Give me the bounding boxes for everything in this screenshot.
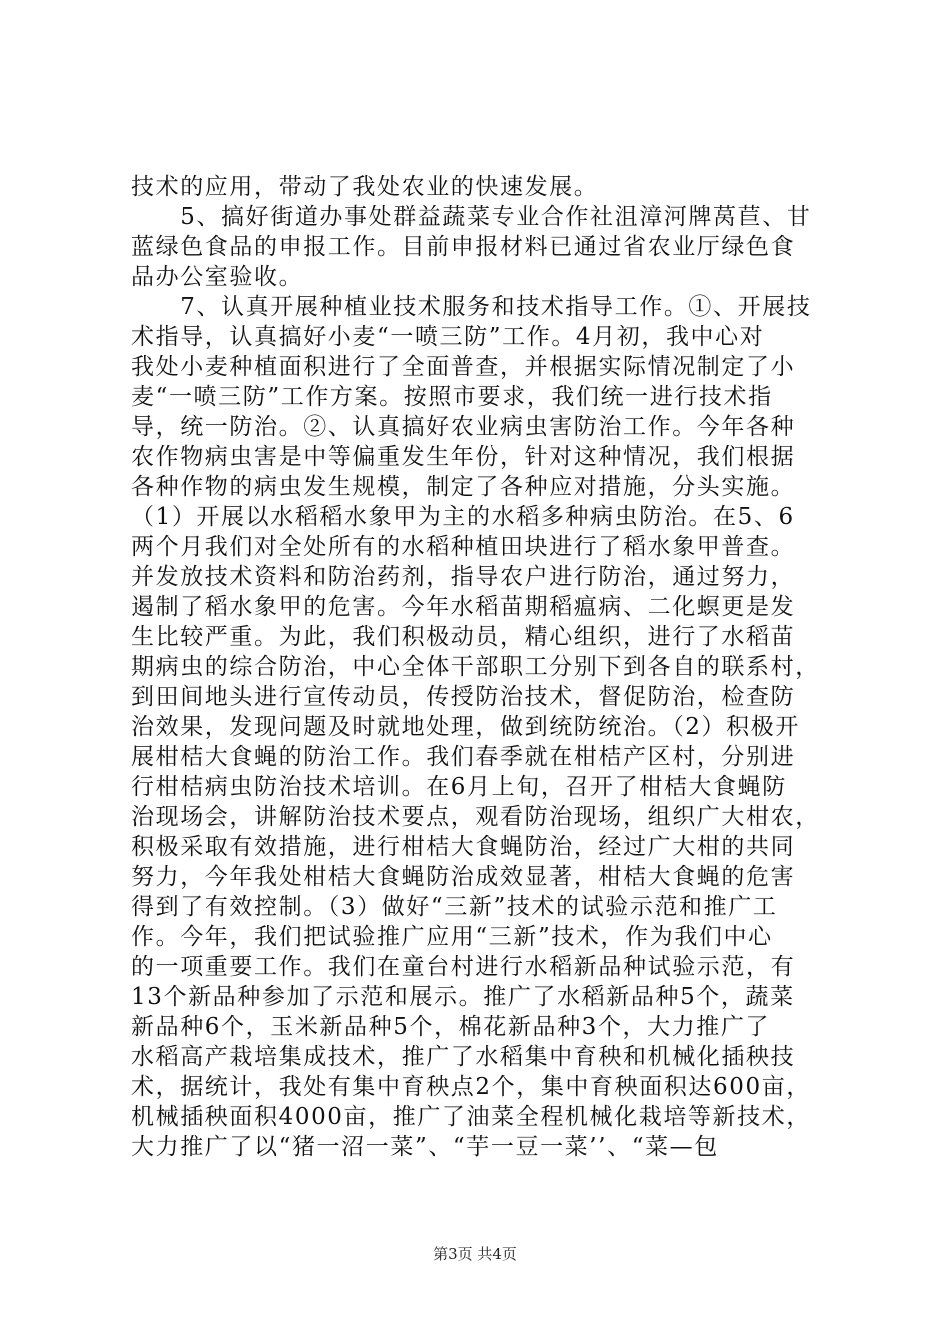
text-line: 机械插秧面积4000亩，推广了油菜全程机械化栽培等新技术， (131, 1104, 811, 1130)
text-line: 得到了有效控制。（3）做好“三新”技术的试验示范和推广工 (131, 894, 778, 920)
text-line: 麦“一喷三防”工作方案。按照市要求，我们统一进行技术指 (131, 384, 773, 410)
text-line: 治现场会，讲解防治技术要点，观看防治现场，组织广大柑农， (131, 804, 820, 830)
text-line: 努力，今年我处柑桔大食蝇防治成效显著，柑桔大食蝇的危害 (131, 864, 796, 890)
text-line: 术指导，认真搞好小麦“一喷三防”工作。4月初，我中心对 (131, 324, 765, 350)
text-line: 到田间地头进行宣传动员，传授防治技术，督促防治，检查防 (131, 684, 796, 710)
text-line: 积极采取有效措施，进行柑桔大食蝇防治，经过广大柑的共同 (131, 834, 796, 860)
text-line: 13个新品种参加了示范和展示。推广了水稻新品种5个，蔬菜 (131, 984, 795, 1010)
text-line: 7、认真开展种植业技术服务和技术指导工作。①、开展技 (131, 294, 812, 320)
text-line: 生比较严重。为此，我们积极动员，精心组织，进行了水稻苗 (131, 624, 796, 650)
text-line: 治效果，发现问题及时就地处理，做到统防统治。（2）积极开 (131, 714, 800, 740)
text-line: 遏制了稻水象甲的危害。今年水稻苗期稻瘟病、二化螟更是发 (131, 594, 796, 620)
text-line: 并发放技术资料和防治药剂，指导农户进行防治，通过努力， (131, 564, 796, 590)
text-line: 术，据统计，我处有集中育秧点2个，集中育秧面积达600亩， (131, 1074, 811, 1100)
text-line: 大力推广了以“猪一沼一菜”、“芋一豆一菜’’、“菜—包 (131, 1134, 719, 1160)
text-line: 品办公室验收。 (131, 264, 304, 290)
text-line: 蓝绿色食品的申报工作。目前申报材料已通过省农业厅绿色食 (131, 234, 796, 260)
text-line: 两个月我们对全处所有的水稻种植田块进行了稻水象甲普查。 (131, 534, 796, 560)
text-line: 各种作物的病虫发生规模，制定了各种应对措施，分头实施。 (131, 474, 796, 500)
text-line: 新品种6个，玉米新品种5个，棉花新品种3个，大力推广了 (131, 1014, 771, 1040)
text-line: 我处小麦种植面积进行了全面普查，并根据实际情况制定了小 (131, 354, 796, 380)
text-line: 5、搞好街道办事处群益蔬菜专业合作社沮漳河牌莴苣、甘 (131, 204, 812, 230)
page-footer: 第3页 共4页 (433, 1245, 517, 1263)
text-line: 作。今年，我们把试验推广应用“三新”技术，作为我们中心 (131, 924, 773, 950)
text-line: 水稻高产栽培集成技术，推广了水稻集中育秧和机械化插秧技 (131, 1044, 796, 1070)
text-line: 农作物病虫害是中等偏重发生年份，针对这种情况，我们根据 (131, 444, 796, 470)
text-line: （1）开展以水稻稻水象甲为主的水稻多种病虫防治。在5、6 (131, 504, 795, 530)
text-line: 的一项重要工作。我们在童台村进行水稻新品种试验示范，有 (131, 954, 796, 980)
body-text (131, 172, 831, 1162)
text-line: 展柑桔大食蝇的防治工作。我们春季就在柑桔产区村，分别进 (131, 744, 796, 770)
text-line: 导，统一防治。②、认真搞好农业病虫害防治工作。今年各种 (131, 414, 796, 440)
text-line: 行柑桔病虫防治技术培训。在6月上旬，召开了柑桔大食蝇防 (131, 774, 787, 800)
text-line: 期病虫的综合防治，中心全体干部职工分别下到各自的联系村， (131, 654, 820, 680)
text-line: 技术的应用，带动了我处农业的快速发展。 (131, 174, 599, 200)
